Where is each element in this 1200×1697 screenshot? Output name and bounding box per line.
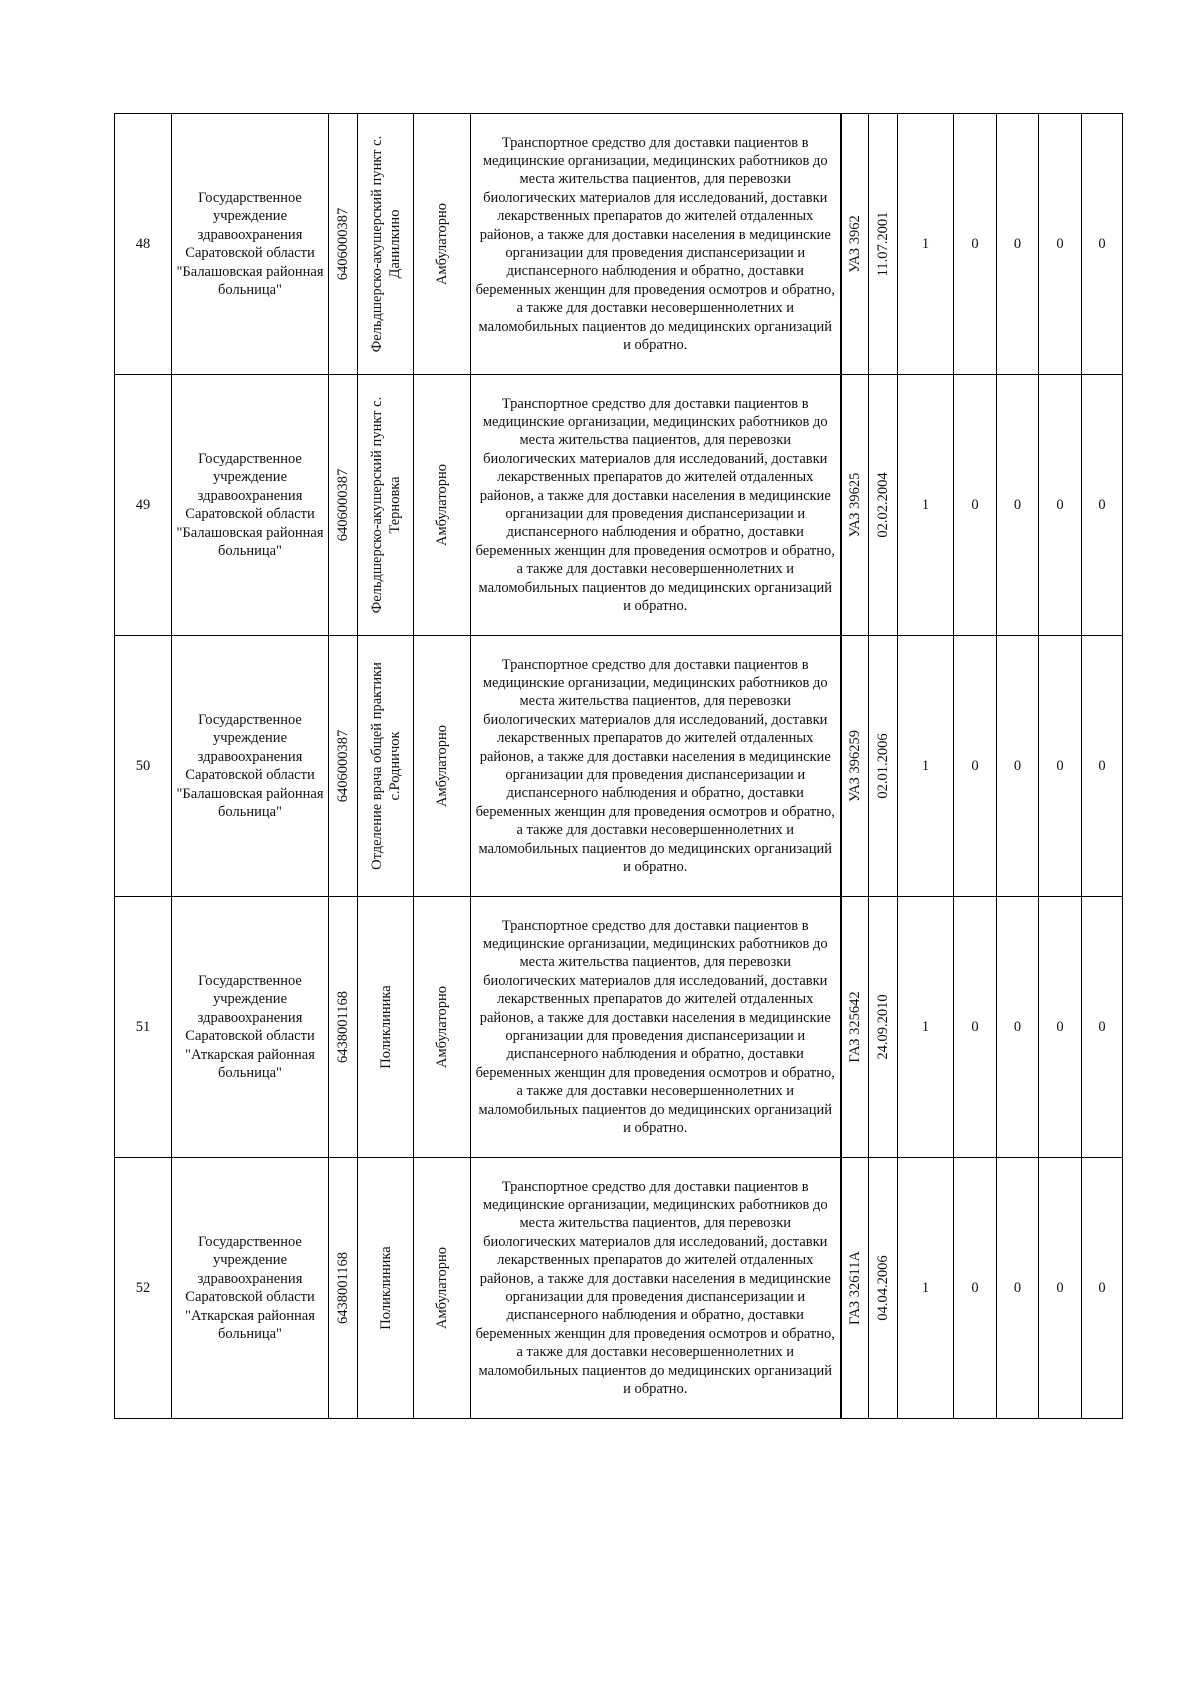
- vehicle-date: 04.04.2006: [875, 1255, 891, 1321]
- vehicle-model-cell: [841, 1158, 869, 1419]
- care-type: Амбулаторно: [434, 724, 450, 808]
- unit-cell: [358, 114, 414, 375]
- vehicle-purpose: Транспортное средство для доставки пациентов в медицинские организации, медицинских работников до места жительства пациентов, для перевозки биологических материалов для исследований, доставки лекарственных препаратов до жителей отдаленных районов, а также для доставки населения в медицинские организации для проведения диспансеризации и диспансерного наблюдения и обратно, доставки беременных женщин для проведения осмотров и обратно, а также для доставки несовершеннолетних и маломобильных пациентов до медицинских организаций и обратно.: [475, 395, 835, 615]
- inn: 6406000387: [335, 729, 351, 803]
- vehicle-model-cell: [841, 114, 869, 375]
- table-row: [115, 636, 1123, 897]
- unit-name: Поликлиника: [377, 985, 394, 1069]
- unit-name: Фельдшерско-акушерский пункт с. Данилкино: [368, 135, 403, 353]
- care-type: Амбулаторно: [434, 463, 450, 547]
- organization-name: Государственное учреждение здравоохранения Саратовской области "Аткарская районная больница": [172, 897, 329, 1158]
- vehicle-date: 02.01.2006: [875, 733, 891, 799]
- care-type: Амбулаторно: [434, 202, 450, 286]
- vehicle-model: УАЗ 39625: [846, 472, 863, 538]
- unit-cell: [358, 1158, 414, 1419]
- vehicle-model-cell: [841, 636, 869, 897]
- organization-name: Государственное учреждение здравоохранения Саратовской области "Балашовская районная больница": [172, 375, 329, 636]
- count-4: 0: [1039, 636, 1082, 897]
- count-1: 1: [898, 375, 954, 636]
- vehicle-model-cell: [841, 897, 869, 1158]
- table-body: [115, 114, 1123, 1419]
- vehicle-date: 24.09.2010: [875, 994, 891, 1060]
- unit-cell: [358, 375, 414, 636]
- count-4: 0: [1039, 1158, 1082, 1419]
- unit-cell: [358, 636, 414, 897]
- table-row: [115, 1158, 1123, 1419]
- purpose-cell: [471, 375, 841, 636]
- inn: 6438001168: [335, 1252, 351, 1324]
- care-type: Амбулаторно: [434, 985, 450, 1069]
- count-5: 0: [1082, 114, 1123, 375]
- purpose-cell: [471, 114, 841, 375]
- unit-name: Отделение врача общей практики с.Родничок: [368, 662, 403, 870]
- vehicle-purpose: Транспортное средство для доставки пациентов в медицинские организации, медицинских работников до места жительства пациентов, для перевозки биологических материалов для исследований, доставки лекарственных препаратов до жителей отдаленных районов, а также для доставки населения в медицинские организации для проведения диспансеризации и диспансерного наблюдения и обратно, доставки беременных женщин для проведения осмотров и обратно, а также для доставки несовершеннолетних и маломобильных пациентов до медицинских организаций и обратно.: [475, 917, 835, 1137]
- count-4: 0: [1039, 114, 1082, 375]
- care-type-cell: [414, 897, 471, 1158]
- unit-name: Фельдшерско-акушерский пункт с. Терновка: [368, 396, 403, 614]
- count-3: 0: [997, 375, 1039, 636]
- count-5: 0: [1082, 375, 1123, 636]
- organization-name: Государственное учреждение здравоохранения Саратовской области "Аткарская районная больница": [172, 1158, 329, 1419]
- count-3: 0: [997, 114, 1039, 375]
- inn-cell: [329, 897, 358, 1158]
- row-number: 52: [115, 1158, 172, 1419]
- vehicle-model: УАЗ 3962: [846, 215, 863, 273]
- vehicle-model: УАЗ 396259: [846, 730, 863, 802]
- vehicle-model: ГАЗ 32611А: [846, 1251, 863, 1325]
- vehicle-purpose: Транспортное средство для доставки пациентов в медицинские организации, медицинских работников до места жительства пациентов, для перевозки биологических материалов для исследований, доставки лекарственных препаратов до жителей отдаленных районов, а также для доставки населения в медицинские организации для проведения диспансеризации и диспансерного наблюдения и обратно, доставки беременных женщин для проведения осмотров и обратно, а также для доставки несовершеннолетних и маломобильных пациентов до медицинских организаций и обратно.: [475, 1178, 835, 1398]
- care-type-cell: [414, 636, 471, 897]
- vehicle-date-cell: [869, 636, 898, 897]
- table-row: [115, 897, 1123, 1158]
- purpose-cell: [471, 1158, 841, 1419]
- count-1: 1: [898, 114, 954, 375]
- count-1: 1: [898, 636, 954, 897]
- vehicle-purpose: Транспортное средство для доставки пациентов в медицинские организации, медицинских работников до места жительства пациентов, для перевозки биологических материалов для исследований, доставки лекарственных препаратов до жителей отдаленных районов, а также для доставки населения в медицинские организации для проведения диспансеризации и диспансерного наблюдения и обратно, доставки беременных женщин для проведения осмотров и обратно, а также для доставки несовершеннолетних и маломобильных пациентов до медицинских организаций и обратно.: [475, 134, 835, 354]
- care-type-cell: [414, 1158, 471, 1419]
- table-row: [115, 375, 1123, 636]
- count-5: 0: [1082, 897, 1123, 1158]
- organization-name: Государственное учреждение здравоохранения Саратовской области "Балашовская районная больница": [172, 636, 329, 897]
- count-3: 0: [997, 897, 1039, 1158]
- unit-name: Поликлиника: [377, 1246, 394, 1330]
- purpose-cell: [471, 636, 841, 897]
- inn: 6438001168: [335, 991, 351, 1063]
- unit-cell: [358, 897, 414, 1158]
- inn-cell: [329, 1158, 358, 1419]
- count-2: 0: [954, 1158, 997, 1419]
- inn-cell: [329, 636, 358, 897]
- care-type-cell: [414, 114, 471, 375]
- vehicle-model: ГАЗ 325642: [846, 991, 863, 1063]
- care-type-cell: [414, 375, 471, 636]
- count-4: 0: [1039, 897, 1082, 1158]
- count-1: 1: [898, 897, 954, 1158]
- purpose-cell: [471, 897, 841, 1158]
- vehicle-date-cell: [869, 375, 898, 636]
- inn-cell: [329, 114, 358, 375]
- count-3: 0: [997, 1158, 1039, 1419]
- vehicle-date: 02.02.2004: [875, 472, 891, 538]
- count-5: 0: [1082, 1158, 1123, 1419]
- count-4: 0: [1039, 375, 1082, 636]
- care-type: Амбулаторно: [434, 1246, 450, 1330]
- inn-cell: [329, 375, 358, 636]
- row-number: 50: [115, 636, 172, 897]
- count-2: 0: [954, 897, 997, 1158]
- row-number: 51: [115, 897, 172, 1158]
- count-2: 0: [954, 114, 997, 375]
- count-5: 0: [1082, 636, 1123, 897]
- row-number: 49: [115, 375, 172, 636]
- inn: 6406000387: [335, 207, 351, 281]
- count-3: 0: [997, 636, 1039, 897]
- inn: 6406000387: [335, 468, 351, 542]
- organization-name: Государственное учреждение здравоохранения Саратовской области "Балашовская районная больница": [172, 114, 329, 375]
- vehicle-register-table: [114, 113, 1123, 1419]
- row-number: 48: [115, 114, 172, 375]
- vehicle-date-cell: [869, 1158, 898, 1419]
- vehicle-model-cell: [841, 375, 869, 636]
- vehicle-purpose: Транспортное средство для доставки пациентов в медицинские организации, медицинских работников до места жительства пациентов, для перевозки биологических материалов для исследований, доставки лекарственных препаратов до жителей отдаленных районов, а также для доставки населения в медицинские организации для проведения диспансеризации и диспансерного наблюдения и обратно, доставки беременных женщин для проведения осмотров и обратно, а также для доставки несовершеннолетних и маломобильных пациентов до медицинских организаций и обратно.: [475, 656, 835, 876]
- vehicle-date: 11.07.2001: [875, 211, 891, 277]
- count-2: 0: [954, 636, 997, 897]
- vehicle-date-cell: [869, 114, 898, 375]
- vehicle-date-cell: [869, 897, 898, 1158]
- count-1: 1: [898, 1158, 954, 1419]
- count-2: 0: [954, 375, 997, 636]
- table-row: [115, 114, 1123, 375]
